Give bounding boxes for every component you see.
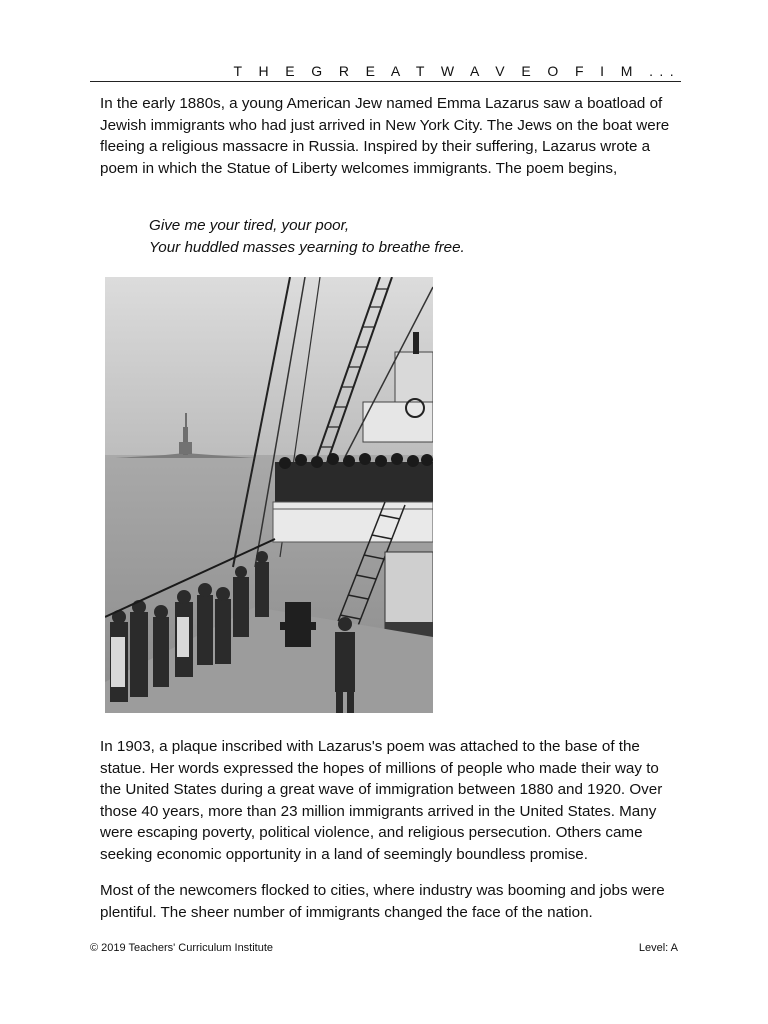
plaque-paragraph: In 1903, a plaque inscribed with Lazarus's poem was attached to the base of the statue. Her words expressed the hopes of millions of people who made their way to the United States during a great wave of immigration between 1880 and 1920. Over those 40 years, more than 23 million immigrants arrived in the United States. Many were escaping poverty, political violence, and religious persecution. Others came seeking economic opportunity in a land of seemingly boundless promise. xyxy=(100,738,663,863)
header-rule xyxy=(90,81,681,82)
poem-line-2: Your huddled masses yearning to breathe free. xyxy=(149,238,465,256)
footer-copyright: © 2019 Teachers' Curriculum Institute xyxy=(90,942,274,954)
footer-level: Level: A xyxy=(638,942,678,954)
immigrant-ship-photo xyxy=(105,277,433,713)
poem-quote xyxy=(149,215,465,258)
intro-paragraph: In the early 1880s, a young American Jew named Emma Lazarus saw a boatload of Jewish immigrants who had just arrived in New York City. The Jews on the boat were fleeing a religious massacre in Russia. Inspired by their suffering, Lazarus wrote a poem in which the Statue of Liberty welcomes immigrants. The poem begins, xyxy=(100,95,670,177)
header-title: T H E G R E A T W A V E O F I M ... xyxy=(233,63,680,79)
cities-paragraph: Most of the newcomers flocked to cities, where industry was booming and jobs were plentiful. The sheer number of immigrants changed the face of the nation. xyxy=(100,882,665,921)
poem-line-1: Give me your tired, your poor, xyxy=(149,217,350,234)
